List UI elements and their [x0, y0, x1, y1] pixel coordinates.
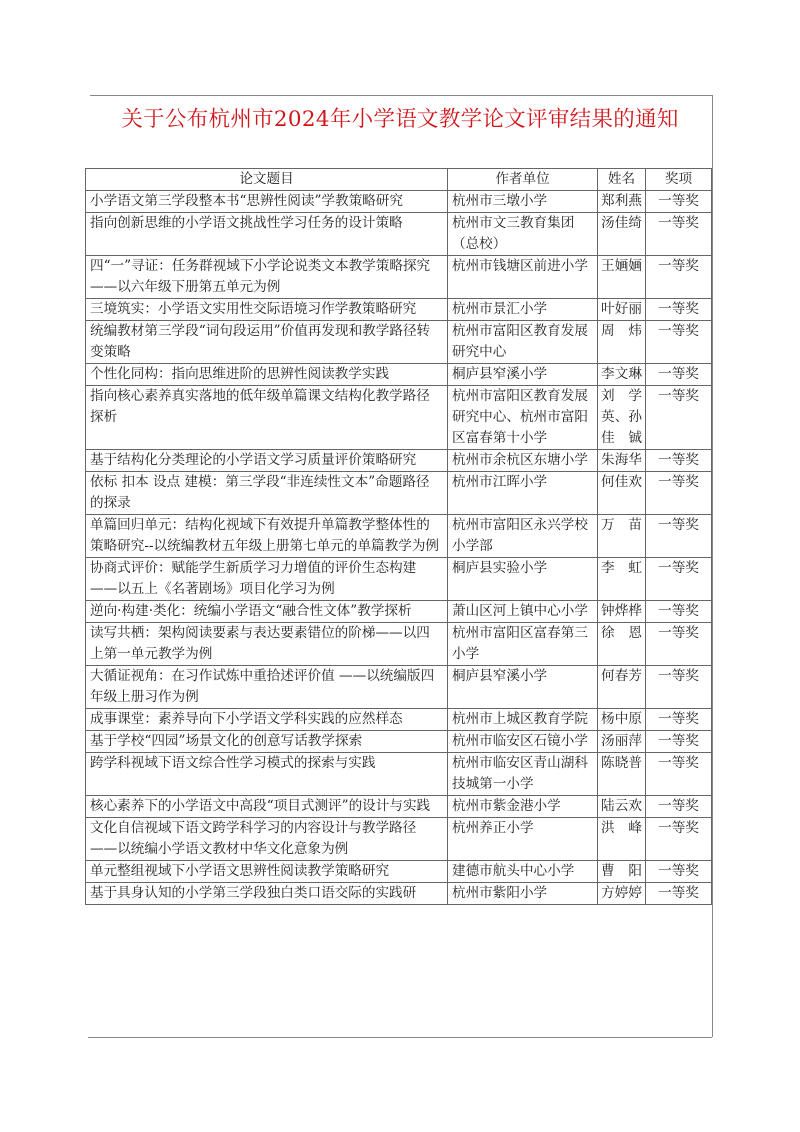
- paper-title-cell: 文化自信视域下语文跨学科学习的内容设计与教学路径——以统编小学语文教材中华文化意象为例: [86, 818, 448, 861]
- table-row: [86, 386, 712, 450]
- author-name-cell: 徐 恩: [598, 623, 646, 666]
- award-cell: 一等奖: [646, 818, 712, 861]
- award-cell: 一等奖: [646, 191, 712, 213]
- table-row: [86, 191, 712, 213]
- award-cell: 一等奖: [646, 883, 712, 905]
- author-unit-cell: 桐庐县实验小学: [448, 558, 598, 601]
- author-unit-cell: 桐庐县窄溪小学: [448, 364, 598, 386]
- header-author-unit: 作者单位: [448, 169, 598, 191]
- table-row: [86, 666, 712, 709]
- author-unit-cell: 杭州市富阳区教育发展研究中心、杭州市富阳区富春第十小学: [448, 386, 598, 450]
- paper-title-cell: 小学语文第三学段整本书“思辨性阅读”学教策略研究: [86, 191, 448, 213]
- award-cell: 一等奖: [646, 515, 712, 558]
- award-cell: 一等奖: [646, 731, 712, 753]
- award-cell: 一等奖: [646, 386, 712, 450]
- award-cell: 一等奖: [646, 299, 712, 321]
- author-name-cell: 朱海华: [598, 450, 646, 472]
- paper-title-cell: 指向创新思维的小学语文挑战性学习任务的设计策略: [86, 213, 448, 256]
- author-unit-cell: 建德市航头中心小学: [448, 861, 598, 883]
- paper-title-cell: 个性化同构：指向思维进阶的思辨性阅读教学实践: [86, 364, 448, 386]
- table-row: [86, 861, 712, 883]
- author-unit-cell: 杭州市富阳区富春第三小学: [448, 623, 598, 666]
- paper-title-cell: 跨学科视域下语文综合性学习模式的探索与实践: [86, 753, 448, 796]
- author-name-cell: 刘学英、孙佳铖: [598, 386, 646, 450]
- paper-title-cell: 协商式评价：赋能学生新质学习力增值的评价生态构建——以五上《名著剧场》项目化学习为例: [86, 558, 448, 601]
- paper-title-cell: 大循证视角：在习作试炼中重拾述评价值 ——以统编版四年级上册习作为例: [86, 666, 448, 709]
- author-unit-cell: 杭州市文三教育集团（总校）: [448, 213, 598, 256]
- paper-title-cell: 统编教材第三学段“词句段运用”价值再发现和教学路径转变策略: [86, 321, 448, 364]
- author-unit-cell: 杭州市临安区石镜小学: [448, 731, 598, 753]
- paper-title-cell: 逆向·构建·类化：统编小学语文“融合性文体”教学探析: [86, 601, 448, 623]
- author-name-cell: 万 苗: [598, 515, 646, 558]
- paper-title-cell: 指向核心素养真实落地的低年级单篇课文结构化教学路径探析: [86, 386, 448, 450]
- author-name-cell: 周 炜: [598, 321, 646, 364]
- table-row: [86, 818, 712, 861]
- author-unit-cell: 杭州市江晖小学: [448, 472, 598, 515]
- author-unit-cell: 杭州市富阳区永兴学校小学部: [448, 515, 598, 558]
- author-unit-cell: 杭州市富阳区教育发展研究中心: [448, 321, 598, 364]
- award-cell: 一等奖: [646, 861, 712, 883]
- author-unit-cell: 桐庐县窄溪小学: [448, 666, 598, 709]
- table-row: [86, 321, 712, 364]
- author-unit-cell: 杭州市紫阳小学: [448, 883, 598, 905]
- paper-title-cell: 单篇回归单元：结构化视域下有效提升单篇教学整体性的策略研究--以统编教材五年级上册第七单元的单篇教学为例: [86, 515, 448, 558]
- table-row: [86, 256, 712, 299]
- award-cell: 一等奖: [646, 796, 712, 818]
- author-unit-cell: 杭州市钱塘区前进小学: [448, 256, 598, 299]
- table-row: [86, 558, 712, 601]
- table-row: [86, 299, 712, 321]
- award-cell: 一等奖: [646, 321, 712, 364]
- award-cell: 一等奖: [646, 623, 712, 666]
- header-paper-title: 论文题目: [86, 169, 448, 191]
- table-row: [86, 213, 712, 256]
- table-row: [86, 515, 712, 558]
- paper-title-cell: 基于结构化分类理论的小学语文学习质量评价策略研究: [86, 450, 448, 472]
- paper-title-cell: 读写共栖：架构阅读要素与表达要素错位的阶梯——以四上第一单元教学为例: [86, 623, 448, 666]
- award-cell: 一等奖: [646, 753, 712, 796]
- table-row: [86, 601, 712, 623]
- table-row: [86, 623, 712, 666]
- award-cell: 一等奖: [646, 213, 712, 256]
- table-row: [86, 364, 712, 386]
- table-row: [86, 883, 712, 905]
- results-table: [85, 168, 712, 905]
- award-cell: 一等奖: [646, 558, 712, 601]
- author-unit-cell: 杭州养正小学: [448, 818, 598, 861]
- author-unit-cell: 杭州市临安区青山湖科技城第一小学: [448, 753, 598, 796]
- award-cell: 一等奖: [646, 364, 712, 386]
- paper-title-cell: 基于具身认知的小学第三学段独白类口语交际的实践研: [86, 883, 448, 905]
- author-name-cell: 王婳婳: [598, 256, 646, 299]
- table-row: [86, 709, 712, 731]
- paper-title-cell: 四“一”寻证：任务群视域下小学论说类文本教学策略探究——以六年级下册第五单元为例: [86, 256, 448, 299]
- author-unit-cell: 杭州市三墩小学: [448, 191, 598, 213]
- paper-title-cell: 核心素养下的小学语文中高段“项目式测评”的设计与实践: [86, 796, 448, 818]
- paper-title-cell: 单元整组视域下小学语文思辨性阅读教学策略研究: [86, 861, 448, 883]
- header-name: 姓名: [598, 169, 646, 191]
- page-frame-top-line: [90, 95, 712, 96]
- author-unit-cell: 杭州市紫金港小学: [448, 796, 598, 818]
- author-name-cell: 方婷婷: [598, 883, 646, 905]
- page-frame-bottom-line: [88, 1037, 712, 1038]
- author-unit-cell: 杭州市余杭区东塘小学: [448, 450, 598, 472]
- table-row: [86, 796, 712, 818]
- author-name-cell: 汤佳绮: [598, 213, 646, 256]
- table-row: [86, 472, 712, 515]
- author-name-cell: 何春芳: [598, 666, 646, 709]
- page-frame-right-line: [712, 95, 713, 1037]
- paper-title-cell: 成事课堂：素养导向下小学语文学科实践的应然样态: [86, 709, 448, 731]
- author-name-cell: 陆云欢: [598, 796, 646, 818]
- paper-title-cell: 三境筑实：小学语文实用性交际语境习作学教策略研究: [86, 299, 448, 321]
- award-cell: 一等奖: [646, 256, 712, 299]
- author-name-cell: 钟烨桦: [598, 601, 646, 623]
- author-unit-cell: 萧山区河上镇中心小学: [448, 601, 598, 623]
- author-unit-cell: 杭州市景汇小学: [448, 299, 598, 321]
- award-cell: 一等奖: [646, 709, 712, 731]
- author-name-cell: 洪 峰: [598, 818, 646, 861]
- author-name-cell: 李文琳: [598, 364, 646, 386]
- paper-title-cell: 基于学校“四园”场景文化的创意写话教学探索: [86, 731, 448, 753]
- table-row: [86, 753, 712, 796]
- author-name-cell: 曹 阳: [598, 861, 646, 883]
- award-cell: 一等奖: [646, 601, 712, 623]
- award-cell: 一等奖: [646, 472, 712, 515]
- author-name-cell: 杨中原: [598, 709, 646, 731]
- author-name-cell: 郑利燕: [598, 191, 646, 213]
- author-name-cell: 李 虹: [598, 558, 646, 601]
- author-name-cell: 汤丽萍: [598, 731, 646, 753]
- document-title: 关于公布杭州市2024年小学语文教学论文评审结果的通知: [121, 107, 679, 132]
- author-name-cell: 陈晓普: [598, 753, 646, 796]
- award-cell: 一等奖: [646, 450, 712, 472]
- header-award: 奖项: [646, 169, 712, 191]
- author-name-cell: 叶好丽: [598, 299, 646, 321]
- award-cell: 一等奖: [646, 666, 712, 709]
- table-row: [86, 731, 712, 753]
- table-row: [86, 450, 712, 472]
- author-name-cell: 何佳欢: [598, 472, 646, 515]
- author-unit-cell: 杭州市上城区教育学院: [448, 709, 598, 731]
- table-header-row: [86, 169, 712, 191]
- paper-title-cell: 依标 扣本 设点 建模：第三学段“非连续性文本”命题路径的探录: [86, 472, 448, 515]
